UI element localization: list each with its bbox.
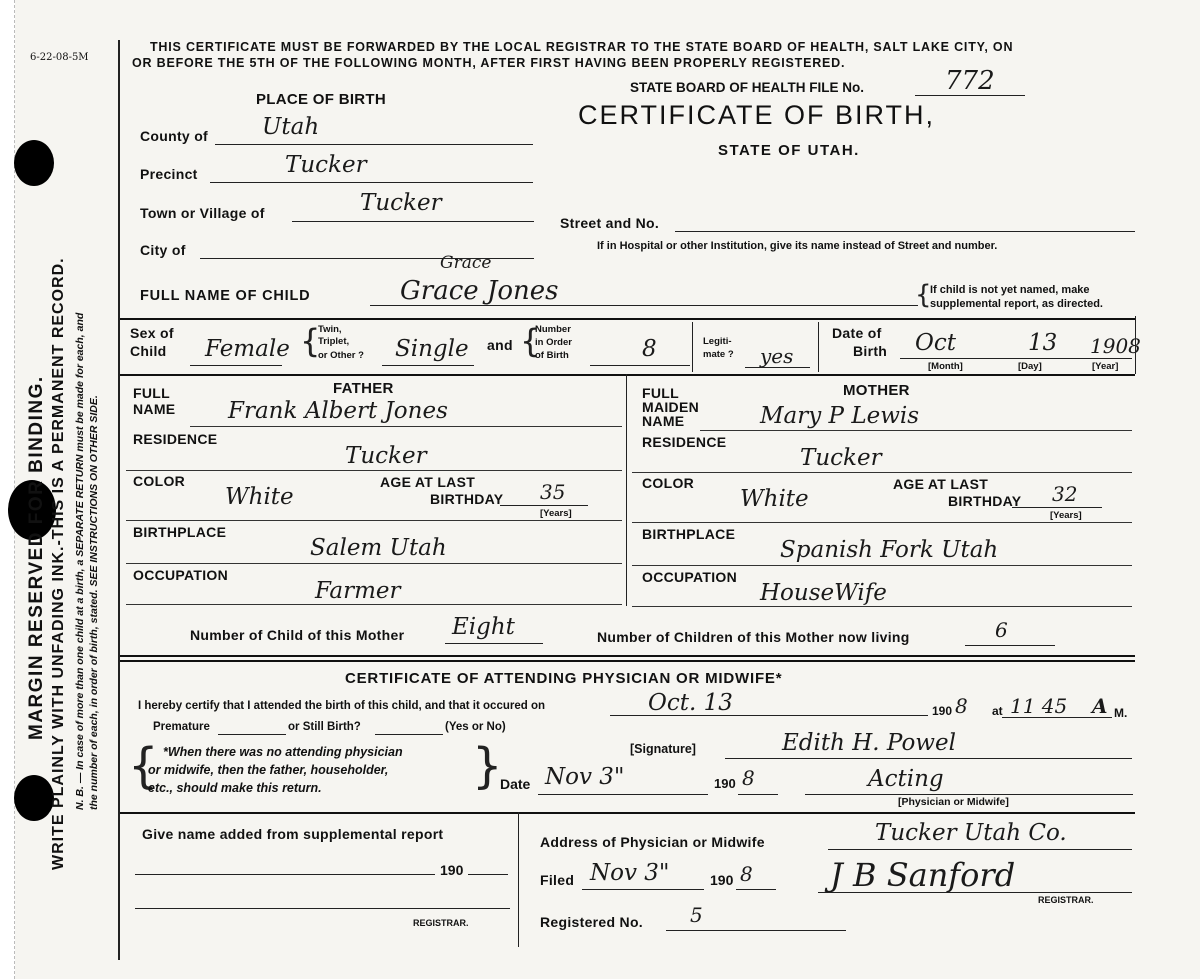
physician-birth-date: Oct. 13: [648, 690, 733, 716]
mother-color: White: [740, 486, 809, 512]
child-name-value: Grace Jones: [400, 276, 559, 306]
children-number-line: [445, 643, 543, 644]
filed-date-line: [582, 889, 704, 890]
mother-color-line: [632, 522, 1132, 523]
note-bracket-right: }: [472, 738, 503, 794]
dob-month: Oct: [915, 330, 956, 356]
father-color: White: [225, 484, 294, 510]
town-line: [292, 221, 534, 222]
dob-label-2: Birth: [853, 343, 888, 359]
father-name: Frank Albert Jones: [228, 398, 448, 424]
physician-note-3: etc., should make this return.: [148, 781, 322, 795]
margin-note-2: the number of each, in order of birth, stated. SEE INSTRUCTIONS ON OTHER SIDE.: [88, 395, 100, 810]
supplemental-year-label: 190: [440, 862, 464, 878]
dob-line: [900, 358, 1132, 359]
physician-year-suffix: 8: [955, 694, 968, 718]
physician-role: Acting: [868, 766, 944, 792]
physician-address: Tucker Utah Co.: [875, 820, 1067, 846]
street-line: [675, 231, 1135, 232]
mother-heading: MOTHER: [843, 382, 910, 399]
filed-year-prefix: 190: [710, 872, 734, 888]
supplemental-registrar-label: REGISTRAR.: [413, 918, 469, 928]
father-birthplace-label: BIRTHPLACE: [133, 524, 227, 540]
premature-line: [218, 734, 286, 735]
father-color-line: [126, 520, 622, 521]
father-age-label-2: BIRTHDAY: [430, 491, 504, 507]
signature-line: [725, 758, 1132, 759]
date-label: Date: [500, 776, 531, 792]
mother-age-label-1: AGE AT LAST: [893, 476, 989, 492]
mother-color-label: COLOR: [642, 475, 695, 491]
still-line: [375, 734, 443, 735]
registered-line: [666, 930, 846, 931]
physician-meridiem: A: [1092, 694, 1108, 718]
children-number: Eight: [452, 614, 515, 640]
father-occupation-line: [126, 604, 622, 605]
hospital-note: If in Hospital or other Institution, give its name instead of Street and number.: [597, 240, 998, 252]
binding-hole: [14, 775, 54, 821]
name-correction: Grace: [440, 253, 492, 273]
year-label: [Year]: [1092, 361, 1119, 372]
signed-year-suffix: 8: [742, 766, 755, 790]
rule-physician-top: [120, 655, 1135, 657]
mother-birthplace: Spanish Fork Utah: [780, 537, 999, 563]
twin-label-1: Twin,: [318, 324, 342, 335]
margin-line: [118, 40, 120, 960]
children-number-label: Number of Child of this Mother: [190, 627, 405, 643]
city-label: City of: [140, 242, 186, 258]
rule-bottom-section: [120, 812, 1135, 814]
binding-hole: [14, 140, 54, 186]
supplemental-year-line: [468, 874, 508, 875]
torn-edge: [0, 0, 15, 979]
registrar-line: [818, 892, 1132, 893]
father-heading: FATHER: [333, 380, 394, 397]
parents-divider: [626, 374, 627, 606]
mother-birthplace-line: [632, 565, 1132, 566]
mother-residence-label: RESIDENCE: [642, 434, 727, 450]
mother-full-label-2: MAIDEN: [642, 399, 700, 415]
mother-occupation-line: [632, 606, 1132, 607]
twin-value: Single: [395, 336, 469, 362]
note-bracket-left: {: [128, 738, 159, 794]
filed-label: Filed: [540, 872, 575, 888]
registered-label: Registered No.: [540, 914, 643, 930]
dob-year: 1908: [1090, 334, 1141, 358]
state-title: STATE OF UTAH.: [718, 142, 860, 159]
role-label: [Physician or Midwife]: [898, 796, 1009, 808]
mother-age: 32: [1052, 482, 1078, 506]
signed-date-line: [538, 794, 708, 795]
order-label-3: of Birth: [535, 350, 569, 361]
at-label: at: [992, 704, 1003, 718]
sex-value: Female: [205, 336, 290, 362]
father-occupation: Farmer: [315, 578, 401, 604]
mother-birthplace-label: BIRTHPLACE: [642, 526, 736, 542]
physician-heading: CERTIFICATE OF ATTENDING PHYSICIAN OR MIDWIFE*: [345, 670, 783, 687]
town-label: Town or Village of: [140, 205, 265, 221]
form-code: 6-22-08-5M: [30, 52, 89, 63]
order-line: [590, 365, 690, 366]
mother-name: Mary P Lewis: [760, 403, 920, 429]
children-living-line: [965, 645, 1055, 646]
physician-note-2: or midwife, then the father, householder,: [148, 763, 389, 777]
twin-label-3: or Other ?: [318, 350, 364, 361]
county-value: Utah: [262, 114, 320, 140]
father-full-label-2: NAME: [133, 401, 176, 417]
day-label: [Day]: [1018, 361, 1042, 372]
order-bracket: {: [520, 322, 541, 360]
children-living: 6: [995, 618, 1008, 642]
mother-residence: Tucker: [800, 445, 882, 471]
physician-signature: Edith H. Powel: [782, 730, 956, 756]
children-living-label: Number of Children of this Mother now living: [597, 629, 910, 645]
order-value: 8: [642, 336, 657, 362]
unnamed-note-1: If child is not yet named, make: [930, 284, 1090, 296]
supplemental-label: Give name added from supplemental report: [142, 826, 444, 842]
margin-permanent-record: WRITE PLAINLY WITH UNFADING INK.-THIS IS A PERMANENT RECORD.: [50, 257, 67, 870]
name-bracket: {: [915, 280, 932, 310]
sex-label-2: Child: [130, 343, 167, 359]
mother-occupation: HouseWife: [760, 580, 887, 606]
legit-label-2: mate ?: [703, 349, 734, 360]
rule-top-child: [120, 318, 1135, 320]
rule-physician-top-2: [120, 660, 1135, 662]
sex-line: [190, 365, 282, 366]
dob-day: 13: [1028, 330, 1058, 356]
address-line: [828, 849, 1132, 850]
town-value: Tucker: [360, 190, 442, 216]
margin-binding: MARGIN RESERVED FOR BINDING.: [26, 375, 47, 740]
mother-age-line: [1012, 507, 1102, 508]
month-label: [Month]: [928, 361, 963, 372]
mother-occupation-label: OCCUPATION: [642, 569, 738, 585]
premature-label: Premature: [153, 721, 210, 733]
physician-note-1: *When there was no attending physician: [163, 745, 403, 759]
certificate-title: CERTIFICATE OF BIRTH,: [578, 100, 936, 130]
mother-full-label-3: NAME: [642, 413, 685, 429]
m-label: M.: [1114, 706, 1128, 720]
address-label: Address of Physician or Midwife: [540, 834, 765, 850]
registered-no: 5: [690, 903, 703, 927]
mother-residence-line: [632, 472, 1132, 473]
father-age: 35: [540, 480, 566, 504]
child-name-line: [370, 305, 918, 306]
legit-line: [745, 367, 810, 368]
filed-year-suffix: 8: [740, 862, 753, 886]
father-color-label: COLOR: [133, 473, 186, 489]
mother-full-label-1: FULL: [642, 385, 679, 401]
file-no-label: STATE BOARD OF HEALTH FILE No.: [630, 80, 864, 95]
father-full-label-1: FULL: [133, 385, 170, 401]
legit-label-1: Legiti-: [703, 336, 732, 347]
street-label: Street and No.: [560, 215, 660, 231]
child-name-label: FULL NAME OF CHILD: [140, 288, 311, 304]
filed-year-line: [736, 889, 776, 890]
twin-line: [382, 365, 474, 366]
certify-text: I hereby certify that I attended the birth of this child, and that it occured on: [138, 700, 546, 712]
header-line-2: OR BEFORE THE 5TH OF THE FOLLOWING MONTH, AFTER FIRST HAVING BEEN PROPERLY REGISTERED.: [132, 56, 846, 70]
yes-no-label: (Yes or No): [445, 721, 506, 733]
father-age-label-1: AGE AT LAST: [380, 474, 476, 490]
twin-bracket: {: [300, 322, 321, 360]
file-no: 772: [945, 66, 995, 96]
twin-label-2: Triplet,: [318, 336, 350, 347]
time-line: [1002, 717, 1112, 718]
father-age-line: [500, 505, 588, 506]
father-residence-label: RESIDENCE: [133, 431, 218, 447]
mother-years-label: [Years]: [1050, 510, 1082, 521]
precinct-label: Precinct: [140, 166, 198, 182]
father-birthplace: Salem Utah: [310, 535, 447, 561]
header-line-1: THIS CERTIFICATE MUST BE FORWARDED BY THE LOCAL REGISTRAR TO THE STATE BOARD OF HEALTH, SALT LAKE CITY, ON: [150, 40, 1014, 54]
county-label: County of: [140, 128, 209, 144]
father-residence: Tucker: [345, 443, 427, 469]
and-label: and: [487, 337, 513, 353]
physician-time: 11 45: [1010, 694, 1068, 718]
filed-date: Nov 3": [590, 860, 670, 886]
father-birthplace-line: [126, 563, 622, 564]
registrar-signature: J B Sanford: [830, 856, 1016, 894]
supplemental-name-line: [135, 874, 435, 875]
unnamed-note-2: supplemental report, as directed.: [930, 298, 1103, 310]
precinct-line: [210, 182, 533, 183]
supplemental-registrar-line: [135, 908, 510, 909]
divider-dob: [818, 322, 819, 372]
order-label-2: in Order: [535, 337, 572, 348]
father-occupation-label: OCCUPATION: [133, 567, 229, 583]
margin-note-1: N. B. — In case of more than one child at a birth, a SEPARATE RETURN must be made for each, and: [74, 312, 86, 810]
registrar-label: REGISTRAR.: [1038, 895, 1094, 905]
mother-age-label-2: BIRTHDAY: [948, 493, 1022, 509]
still-birth-label: or Still Birth?: [288, 721, 361, 733]
dob-label-1: Date of: [832, 325, 882, 341]
place-heading: PLACE OF BIRTH: [256, 91, 387, 108]
order-label-1: Number: [535, 324, 571, 335]
precinct-value: Tucker: [285, 152, 367, 178]
frame-right-child: [1135, 316, 1136, 374]
role-line: [805, 794, 1133, 795]
father-name-line: [190, 426, 622, 427]
physician-year-prefix: 190: [932, 704, 953, 718]
bottom-divider: [518, 812, 519, 947]
signature-label: [Signature]: [630, 742, 696, 756]
physician-date-line: [610, 715, 928, 716]
physician-signed-date: Nov 3": [545, 764, 625, 790]
signed-year-line: [738, 794, 778, 795]
sex-label-1: Sex of: [130, 325, 174, 341]
mother-name-line: [700, 430, 1132, 431]
signed-year-prefix: 190: [714, 776, 736, 791]
rule-top-parents: [120, 374, 1135, 376]
father-years-label: [Years]: [540, 508, 572, 519]
file-no-line: [915, 95, 1025, 96]
divider-legit: [692, 322, 693, 372]
father-residence-line: [126, 470, 622, 471]
legit-value: yes: [760, 344, 794, 368]
county-line: [215, 144, 533, 145]
